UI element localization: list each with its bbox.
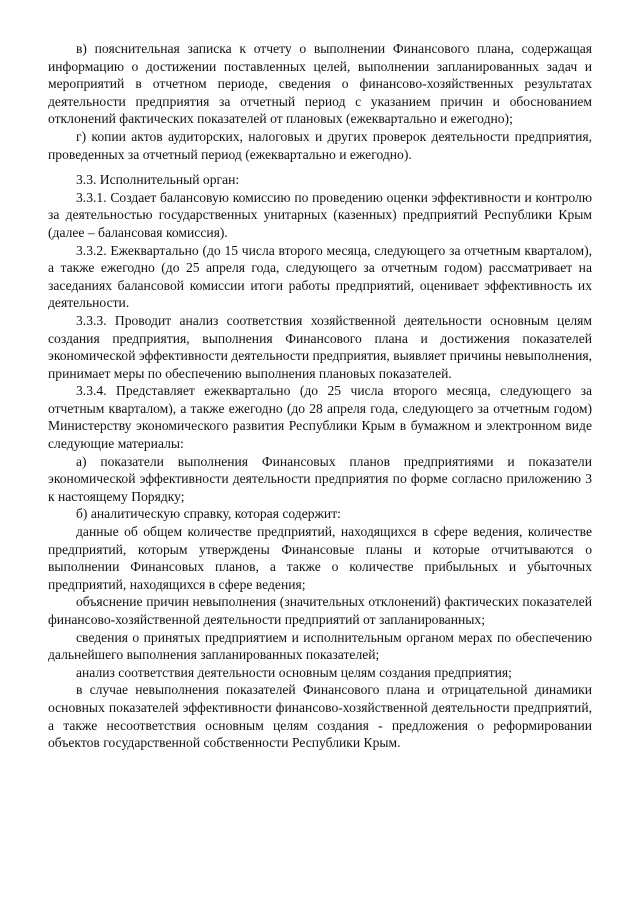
section-3-3-heading: 3.3. Исполнительный орган: bbox=[76, 172, 240, 188]
paragraph-measures-taken: сведения о принятых предприятием и исполнительным органом мерах по обеспечению дальнейшего выполнения запланированных показателей; bbox=[48, 629, 592, 663]
paragraph-reform-proposals: в случае невыполнения показателей Финансового плана и отрицательной динамики основных показателей эффективности финансово-хозяйственной деятельности предприятий, а также несоответствия основным целям создания - предложения о реформировании объектов государственной собственности Республики Крым. bbox=[48, 682, 592, 751]
paragraph-failure-reasons: объяснение причин невыполнения (значительных отклонений) фактических показателей финансово-хозяйственной деятельности предприятий от запланированных; bbox=[48, 594, 592, 627]
paragraph-g-audit-copies: г) копии актов аудиторских, налоговых и других проверок деятельности предприятия, проведенных за отчетный период (ежеквартально и ежегодно). bbox=[48, 128, 592, 162]
paragraph-3-3-2: 3.3.2. Ежеквартально (до 15 числа второго месяца, следующего за отчетным кварталом), а также ежегодно (до 25 апреля года, следующего за отчетным годом) рассматривает на заседаниях балансовой комиссии итоги работы предприятий, оценивает эффективность их деятельности. bbox=[48, 242, 592, 311]
paragraph-v-explanatory-note: в) пояснительная записка к отчету о выполнении Финансового плана, содержащая информацию о достижении поставленных целей, выполнении запланированных задач и мероприятий в отчетном периоде, сведения о финансово-хозяйственных результатах деятельности предприятия за отчетный период с указанием причин и обоснованием отклонений фактических показателей от плановых (ежеквартально и ежегодно); bbox=[48, 41, 592, 127]
paragraph-compliance-analysis: анализ соответствия деятельности основным целям создания предприятия; bbox=[76, 664, 512, 680]
document-page bbox=[48, 40, 592, 752]
paragraph-a-indicators: а) показатели выполнения Финансовых планов предприятиями и показатели экономической эффективности деятельности предприятия по форме согласно приложению 3 к настоящему Порядку; bbox=[48, 453, 592, 504]
paragraph-3-3-3: 3.3.3. Проводит анализ соответствия хозяйственной деятельности основным целям создания предприятия, выполнения Финансового плана и достижения показателей экономической эффективности деятельности предприятия, выявляет причины невыполнения, принимает меры по обеспечению выполнения плановых показателей. bbox=[48, 312, 592, 381]
paragraph-enterprise-counts: данные об общем количестве предприятий, находящихся в сфере ведения, количестве предприятий, которым утверждены Финансовые планы и которые отчитываются о выполнении Финансовых планов, а также о количестве прибыльных и убыточных предприятий, находящихся в сфере ведения; bbox=[48, 524, 592, 592]
paragraph-b-analytical-note: б) аналитическую справку, которая содержит: bbox=[76, 506, 341, 522]
paragraph-3-3-4: 3.3.4. Представляет ежеквартально (до 25 числа второго месяца, следующего за отчетным кварталом), а также ежегодно (до 28 апреля года, следующего за отчетным годом) Министерству экономического развития Республики Крым в бумажном и электронном виде следующие материалы: bbox=[48, 383, 592, 452]
paragraph-3-3-1: 3.3.1. Создает балансовую комиссию по проведению оценки эффективности и контролю за деятельностью государственных унитарных (казенных) предприятий Республики Крым (далее – балансовая комиссия). bbox=[48, 189, 592, 240]
